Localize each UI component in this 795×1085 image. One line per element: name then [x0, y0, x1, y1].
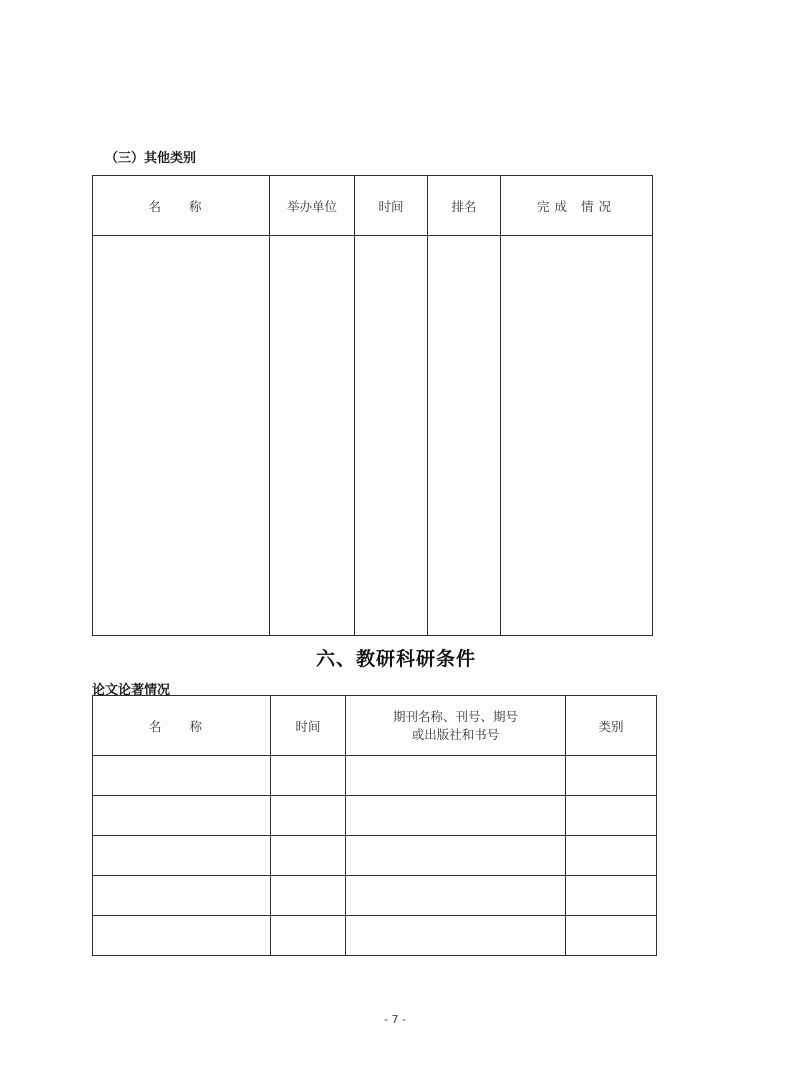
cell-time	[271, 916, 346, 956]
cell-time	[271, 796, 346, 836]
header-category: 类别	[566, 696, 657, 756]
cell-category	[566, 876, 657, 916]
table-row	[93, 756, 657, 796]
cell-time	[271, 836, 346, 876]
papers-table	[92, 695, 657, 956]
cell-name	[93, 916, 271, 956]
table-row	[93, 236, 653, 636]
cell-name	[93, 836, 271, 876]
table-row	[93, 916, 657, 956]
header-journal	[346, 696, 566, 756]
table-row	[93, 836, 657, 876]
cell-journal	[346, 756, 566, 796]
header-name: 名 称	[93, 176, 270, 236]
cell-name	[93, 756, 271, 796]
cell-name	[93, 876, 271, 916]
cell-name	[93, 236, 270, 636]
page-number: - 7 -	[384, 1013, 406, 1026]
header-ranking: 排名	[428, 176, 501, 236]
cell-journal	[346, 796, 566, 836]
cell-ranking	[428, 236, 501, 636]
cell-journal	[346, 876, 566, 916]
cell-category	[566, 796, 657, 836]
table-row	[93, 876, 657, 916]
cell-completion	[501, 236, 653, 636]
cell-name	[93, 796, 271, 836]
header-time: 时间	[355, 176, 428, 236]
table-header-row	[93, 696, 657, 756]
cell-category	[566, 836, 657, 876]
cell-journal	[346, 916, 566, 956]
cell-organizer	[270, 236, 355, 636]
header-name: 名 称	[93, 696, 271, 756]
table-row	[93, 796, 657, 836]
header-completion: 完成 情况	[501, 176, 653, 236]
section-heading-other-categories: （三）其他类别	[105, 151, 197, 166]
cell-category	[566, 756, 657, 796]
cell-journal	[346, 836, 566, 876]
cell-time	[271, 876, 346, 916]
other-categories-table	[92, 175, 653, 636]
header-journal-line1: 期刊名称、刊号、期号	[392, 708, 518, 724]
cell-category	[566, 916, 657, 956]
table-header-row	[93, 176, 653, 236]
header-journal-line2: 或出版社和书号	[411, 726, 500, 742]
section-title-research-conditions: 六、教研科研条件	[316, 648, 477, 670]
cell-time	[271, 756, 346, 796]
cell-time	[355, 236, 428, 636]
section-heading-papers: 论文论著情况	[92, 683, 171, 698]
header-time: 时间	[271, 696, 346, 756]
header-organizer: 举办单位	[270, 176, 355, 236]
